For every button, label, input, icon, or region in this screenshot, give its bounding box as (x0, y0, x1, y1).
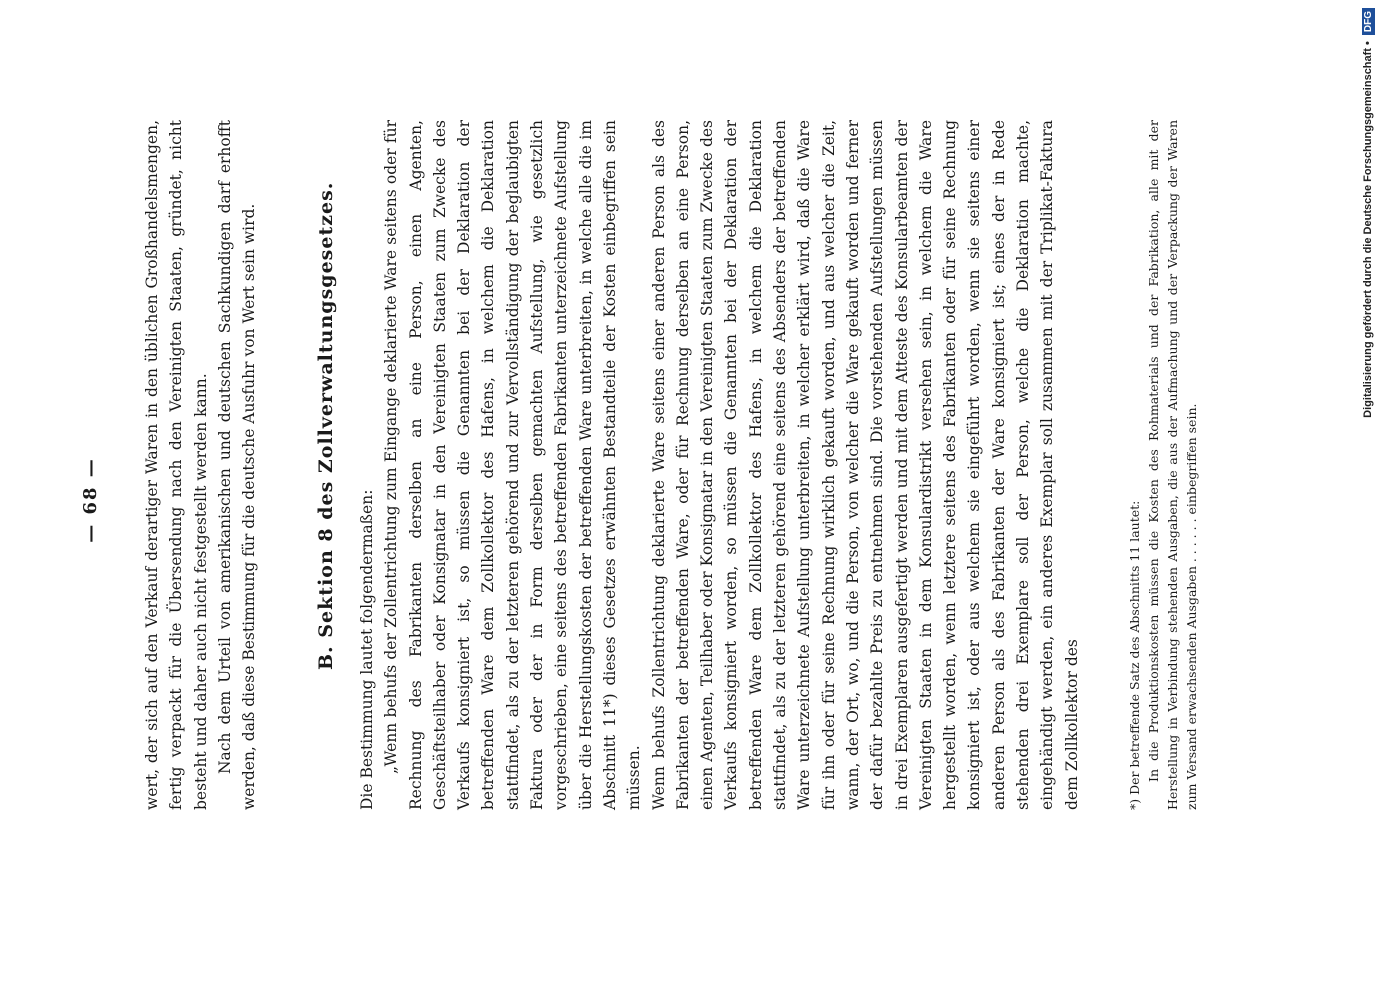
section-title: Sektion 8 des Zollverwaltungsgesetzes. (315, 181, 337, 638)
intro-paragraph-1: wert, der sich auf den Verkauf derartiger Waren in den üblichen Großhandelsmengen, fertig verpackt für die Übersendung nach den Vereinigten Staaten, gründet, nicht besteht und daher auch nicht festgestellt werden kann. (143, 120, 210, 810)
lead-in: Die Bestimmung lautet folgendermaßen: (358, 489, 376, 810)
dfg-logo: DFG (1362, 8, 1375, 35)
intro-block (140, 120, 261, 810)
quote-paragraph-2: Wenn behufs Zollentrichtung deklarierte Ware seitens einer anderen Person als des Fabrikanten der betreffenden Ware, oder für Rechnung derselben an eine Person, einen Agenten, Teilhaber oder Konsignatar in den Vereinigten Staaten zum Zwecke des Verkaufs konsigniert worden, so müssen die Genannten bei der Deklaration der betreffenden Ware dem Zollkollektor des Hafens, in welchem die Deklaration stattfindet, als zu der letzteren gehörend eine seitens des Absenders der betreffenden Ware unterzeichnete Aufstellung unterbreiten, in welcher erklärt wird, daß die Ware für ihn oder für seine Rechnung wirklich gekauft worden, und aus welcher die Zeit, wann, der Ort, wo, und die Person, von welcher die Ware gekauft worden und ferner der dafür bezahlte Preis zu entnehmen sind. Die vorstehenden Aufstellungen müssen in drei Exemplaren ausgefertigt werden und mit dem Atteste des Konsularbeamten der Vereinigten Staaten in dem Konsulardistrikt versehen sein, in welchem die Ware hergestellt worden, wenn letztere seitens des Fabrikanten oder für seine Rechnung konsigniert ist, oder aus welchem sie eingeführt worden, wenn sie seitens einer anderen Person als des Fabrikanten der Ware konsigniert ist; eines der in Rede stehenden drei Exemplare soll der Person, welche die Deklaration machte, eingehändigt werden, ein anderes Exemplar soll zusammen mit der Triplikat-Faktura dem Zollkollektor des (649, 120, 1081, 810)
section-letter: B. (315, 645, 337, 670)
dfg-watermark (1353, 0, 1383, 1000)
footnote (1125, 120, 1201, 810)
section-heading (315, 10, 337, 670)
page-number: — 68 — (80, 457, 101, 543)
watermark-text: Digitalisierung gefördert durch die Deutsche Forschungsgemeinschaft • (1362, 41, 1374, 418)
footnote-line-2: In die Produktionskosten müssen die Kosten des Rohmaterials und der Fabrikation, alle mit der Herstellung in Verbindung stehenden Ausgaben, die aus der Aufmachung und der Verpackung der Waren zum Versand erwachsenden Ausgaben . . . . . . einbegriffen sein. (1146, 120, 1199, 810)
footnote-line-1: *) Der betreffende Satz des Abschnitts 11 lautet: (1127, 500, 1142, 810)
intro-paragraph-2: Nach dem Urteil von amerikanischen und deutschen Sachkundigen darf erhofft werden, daß diese Bestimmung für die deutsche Ausfuhr von Wert sein wird. (215, 120, 259, 810)
body-block (355, 120, 1084, 810)
quote-paragraph-1: „Wenn behufs der Zollentrichtung zum Eingange deklarierte Ware seitens oder für Rechnung des Fabrikanten derselben an eine Person, einen Agenten, Geschäftsteilhaber oder Konsignatar in den Vereinigten Staaten zum Zwecke des Verkaufs konsigniert ist, so müssen die Genannten bei der Deklaration der betreffenden Ware dem Zollkollektor des Hafens, in welchem die Deklaration stattfindet, als zu der letzteren gehörend und zur Vervollständigung der beglaubigten Faktura oder der in Form derselben gemachten Aufstellung, wie gesetzlich vorgeschrieben, eine seitens des betreffenden Fabrikanten unterzeichnete Aufstellung über die Herstellungskosten der betreffenden Ware unterbreiten, in welche alle die im Abschnitt 11*) dieses Gesetzes erwähnten Bestandteile der Kosten einbegriffen sein müssen. (382, 120, 644, 810)
